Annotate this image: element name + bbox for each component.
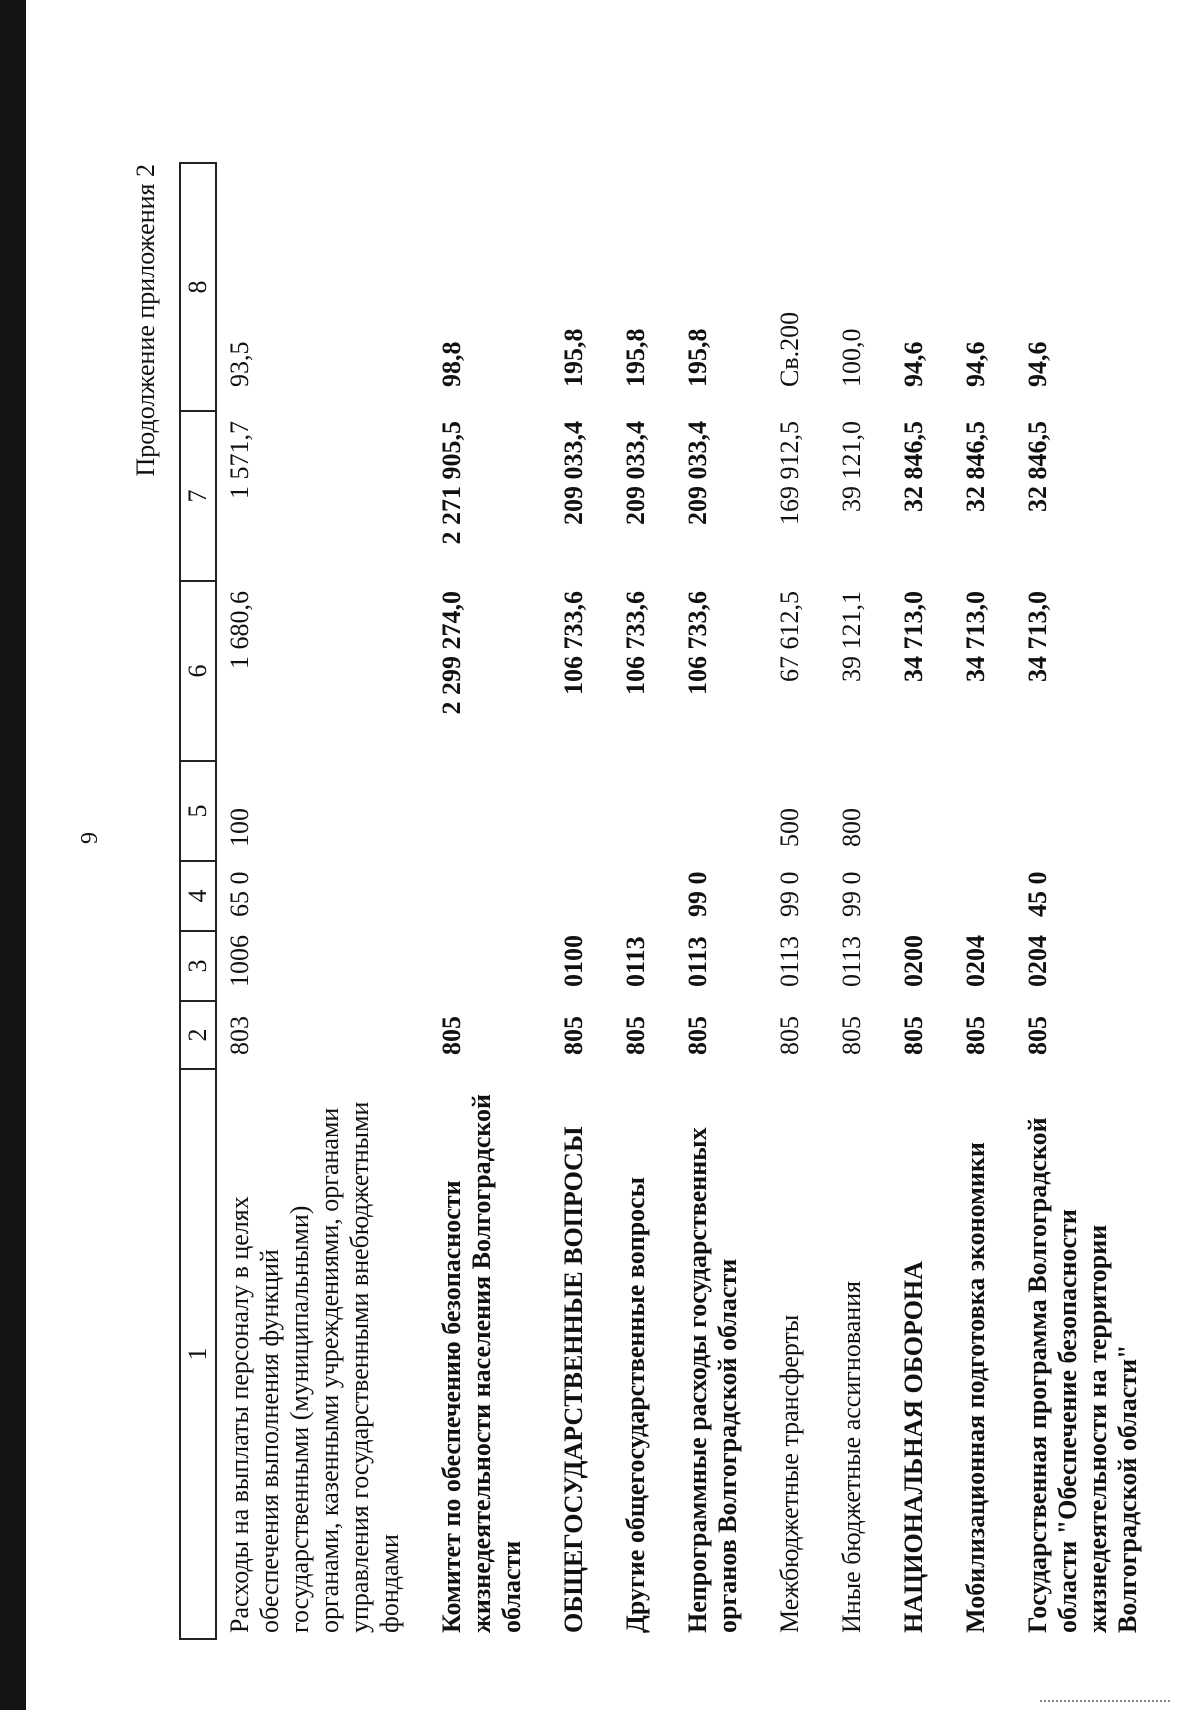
- row-col-3: 0204: [1023, 935, 1052, 987]
- row-col-7: 169 912,5: [775, 421, 804, 525]
- row-col-8: 195,8: [559, 328, 588, 387]
- row-col-7: 2 271 905,5: [437, 421, 466, 545]
- row-col-8: 195,8: [683, 328, 712, 387]
- row-spacer: [753, 163, 767, 1639]
- page-number: 9: [77, 832, 103, 844]
- row-col-7: 32 846,5: [899, 421, 928, 512]
- row-col-5: 800: [837, 808, 866, 847]
- table-row: [829, 163, 877, 1639]
- row-col-6: 106 733,6: [559, 591, 588, 695]
- row-col-2: 805: [899, 1016, 928, 1055]
- table-row: [675, 163, 753, 1639]
- row-col-5: [891, 761, 939, 861]
- column-header-3: 3: [180, 931, 216, 1001]
- row-spacer: [877, 163, 891, 1639]
- row-spacer-cell: [939, 163, 953, 1639]
- row-col-7: 209 033,4: [559, 421, 588, 525]
- row-col-7: 32 846,5: [1023, 421, 1052, 512]
- row-spacer: [415, 163, 429, 1639]
- row-col-4: [953, 861, 1001, 931]
- row-name: Межбюджетные трансферты: [775, 1314, 804, 1633]
- row-col-6: 106 733,6: [683, 591, 712, 695]
- row-name: Мобилизационная подготовка экономики: [961, 1142, 990, 1633]
- header-row: [180, 163, 216, 1639]
- row-spacer-cell: [661, 163, 675, 1639]
- row-col-4: 99 0: [683, 871, 712, 917]
- row-col-4: [429, 861, 537, 931]
- row-col-4: [613, 861, 661, 931]
- column-header-8: 8: [180, 163, 216, 411]
- row-col-2: 803: [225, 1016, 254, 1055]
- row-col-2: 805: [775, 1016, 804, 1055]
- row-name: Государственная программа Волгоградской области "Обеспечение безопасности жизнедеятельности на территории Волгоградской области": [1023, 1117, 1142, 1633]
- table-row: [613, 163, 661, 1639]
- row-col-2: 805: [621, 1016, 650, 1055]
- row-col-4: 45 0: [1023, 871, 1052, 917]
- row-spacer-cell: [415, 163, 429, 1639]
- row-name: Иные бюджетные ассигнования: [837, 1280, 866, 1633]
- row-col-3: 0204: [961, 935, 990, 987]
- row-col-3: 0113: [621, 936, 650, 987]
- row-spacer-cell: [1001, 163, 1015, 1639]
- budget-table: [179, 162, 1153, 1640]
- table-header: [180, 163, 216, 1639]
- row-spacer: [599, 163, 613, 1639]
- row-col-3: 0100: [559, 935, 588, 987]
- row-col-5: [551, 761, 599, 861]
- column-header-2: 2: [180, 1001, 216, 1069]
- row-spacer: [537, 163, 551, 1639]
- table-row: [1015, 163, 1153, 1639]
- table-row: [551, 163, 599, 1639]
- table-row: [216, 163, 415, 1639]
- row-spacer: [939, 163, 953, 1639]
- row-col-2: 805: [559, 1016, 588, 1055]
- table-row: [953, 163, 1001, 1639]
- row-col-6: 67 612,5: [775, 591, 804, 682]
- row-col-7: 32 846,5: [961, 421, 990, 512]
- row-name: НАЦИОНАЛЬНАЯ ОБОРОНА: [899, 1261, 928, 1633]
- row-col-2: 805: [1023, 1016, 1052, 1055]
- row-col-5: 100: [225, 808, 254, 847]
- row-col-6: 34 713,0: [1023, 591, 1052, 682]
- row-spacer-cell: [537, 163, 551, 1639]
- row-col-2: 805: [683, 1016, 712, 1055]
- scan-edge-bar: [0, 0, 26, 1710]
- row-name: ОБЩЕГОСУДАРСТВЕННЫЕ ВОПРОСЫ: [559, 1126, 588, 1633]
- row-name: Другие общегосударственные вопросы: [621, 1177, 650, 1633]
- row-col-7: 1 571,7: [225, 421, 254, 499]
- column-header-7: 7: [180, 411, 216, 581]
- row-col-7: 209 033,4: [621, 421, 650, 525]
- row-col-5: 500: [775, 808, 804, 847]
- table-body: [216, 163, 1153, 1639]
- row-col-7: 39 121,0: [837, 421, 866, 512]
- row-col-4: 65 0: [225, 871, 254, 917]
- table-row: [429, 163, 537, 1639]
- row-spacer: [1001, 163, 1015, 1639]
- row-col-6: 34 713,0: [961, 591, 990, 682]
- column-header-5: 5: [180, 761, 216, 861]
- row-col-4: 99 0: [775, 871, 804, 917]
- row-spacer: [815, 163, 829, 1639]
- row-spacer-cell: [599, 163, 613, 1639]
- row-col-8: 100,0: [837, 328, 866, 387]
- appendix-subtitle: Продолжение приложения 2: [131, 164, 160, 477]
- row-col-3: 1006: [225, 935, 254, 987]
- row-col-2: 805: [837, 1016, 866, 1055]
- row-col-4: 99 0: [837, 871, 866, 917]
- row-spacer-cell: [753, 163, 767, 1639]
- row-col-6: 2 299 274,0: [437, 591, 466, 715]
- row-col-8: 98,8: [437, 341, 466, 387]
- row-spacer: [661, 163, 675, 1639]
- row-col-4: [551, 861, 599, 931]
- row-col-5: [675, 761, 753, 861]
- row-col-5: [429, 761, 537, 861]
- row-name: Непрограммные расходы государственных органов Волгоградской области: [683, 1127, 742, 1633]
- row-col-2: 805: [437, 1016, 466, 1055]
- scan-edge-dots: [1040, 1700, 1170, 1704]
- row-col-8: Св.200: [775, 311, 804, 387]
- row-spacer-cell: [815, 163, 829, 1639]
- row-col-4: [891, 861, 939, 931]
- row-col-8: 94,6: [961, 341, 990, 387]
- row-col-3: 0113: [683, 936, 712, 987]
- row-col-6: 34 713,0: [899, 591, 928, 682]
- row-col-5: [953, 761, 1001, 861]
- row-col-5: [613, 761, 661, 861]
- table-row: [767, 163, 815, 1639]
- row-col-6: 39 121,1: [837, 591, 866, 682]
- row-col-8: 94,6: [1023, 341, 1052, 387]
- row-col-8: 195,8: [621, 328, 650, 387]
- row-col-3: 0113: [775, 935, 804, 987]
- table-row: [891, 163, 939, 1639]
- row-spacer-cell: [877, 163, 891, 1639]
- row-col-2: 805: [961, 1016, 990, 1055]
- row-col-8: 94,6: [899, 341, 928, 387]
- column-header-1: 1: [180, 1069, 216, 1639]
- rotated-page-content: [125, 80, 1142, 1640]
- row-col-8: 93,5: [225, 341, 254, 387]
- column-header-4: 4: [180, 861, 216, 931]
- row-name: Расходы на выплаты персоналу в целях обеспечения выполнения функций государственными (муниципальными) органами, казенными учреждениями, органами управления государственными внебюджетными фондами: [225, 1101, 404, 1633]
- row-col-3: 0200: [899, 935, 928, 987]
- row-col-6: 106 733,6: [621, 591, 650, 695]
- row-col-5: [1015, 761, 1153, 861]
- column-header-6: 6: [180, 581, 216, 761]
- row-col-7: 209 033,4: [683, 421, 712, 525]
- row-col-6: 1 680,6: [225, 591, 254, 669]
- row-col-3: [429, 931, 537, 1001]
- row-name: Комитет по обеспечению безопасности жизнедеятельности населения Волгоградской области: [437, 1094, 526, 1633]
- row-col-3: 0113: [837, 935, 866, 987]
